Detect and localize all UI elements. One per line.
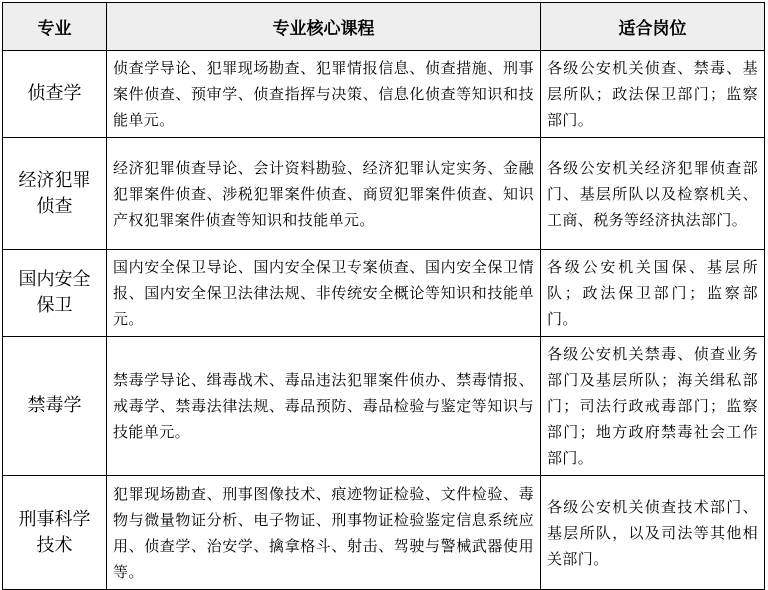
posts-cell: 各级公安机关侦查、禁毒、基层所队；政法保卫部门；监察部门。 — [541, 51, 765, 138]
major-cell: 刑事科学技术 — [3, 476, 107, 590]
courses-cell: 禁毒学导论、缉毒战术、毒品违法犯罪案件侦办、禁毒情报、戒毒学、禁毒法律法规、毒品预防、毒品检验与鉴定等知识与技能单元。 — [107, 337, 541, 476]
posts-cell: 各级公安机关侦查技术部门、基层所队，以及司法等其他相关部门。 — [541, 476, 765, 590]
table-row — [3, 337, 765, 476]
posts-cell: 各级公安机关禁毒、侦查业务部门及基层所队；海关缉私部门；司法行政戒毒部门；监察部门；地方政府禁毒社会工作部门。 — [541, 337, 765, 476]
table-row — [3, 476, 765, 590]
courses-cell: 犯罪现场勘查、刑事图像技术、痕迹物证检验、文件检验、毒物与微量物证分析、电子物证、刑事物证检验鉴定信息系统应用、侦查学、治安学、擒拿格斗、射击、驾驶与警械武器使用等。 — [107, 476, 541, 590]
major-cell: 国内安全保卫 — [3, 250, 107, 337]
courses-cell: 经济犯罪侦查导论、会计资料勘验、经济犯罪认定实务、金融犯罪案件侦查、涉税犯罪案件侦查、商贸犯罪案件侦查、知识产权犯罪案件侦查等知识和技能单元。 — [107, 138, 541, 250]
header-courses: 专业核心课程 — [107, 3, 541, 51]
table-row — [3, 51, 765, 138]
major-course-table — [2, 2, 765, 590]
courses-cell: 国内安全保卫导论、国内安全保卫专案侦查、国内安全保卫情报、国内安全保卫法律法规、非传统安全概论等知识和技能单元。 — [107, 250, 541, 337]
table-header-row — [3, 3, 765, 51]
header-posts: 适合岗位 — [541, 3, 765, 51]
posts-cell: 各级公安机关经济犯罪侦查部门、基层所队以及检察机关、工商、税务等经济执法部门。 — [541, 138, 765, 250]
table-row — [3, 138, 765, 250]
header-major: 专业 — [3, 3, 107, 51]
major-cell: 禁毒学 — [3, 337, 107, 476]
table-row — [3, 250, 765, 337]
posts-cell: 各级公安机关国保、基层所队；政法保卫部门；监察部门。 — [541, 250, 765, 337]
major-cell: 侦查学 — [3, 51, 107, 138]
courses-cell: 侦查学导论、犯罪现场勘查、犯罪情报信息、侦查措施、刑事案件侦查、预审学、侦查指挥与决策、信息化侦查等知识和技能单元。 — [107, 51, 541, 138]
major-cell: 经济犯罪侦查 — [3, 138, 107, 250]
